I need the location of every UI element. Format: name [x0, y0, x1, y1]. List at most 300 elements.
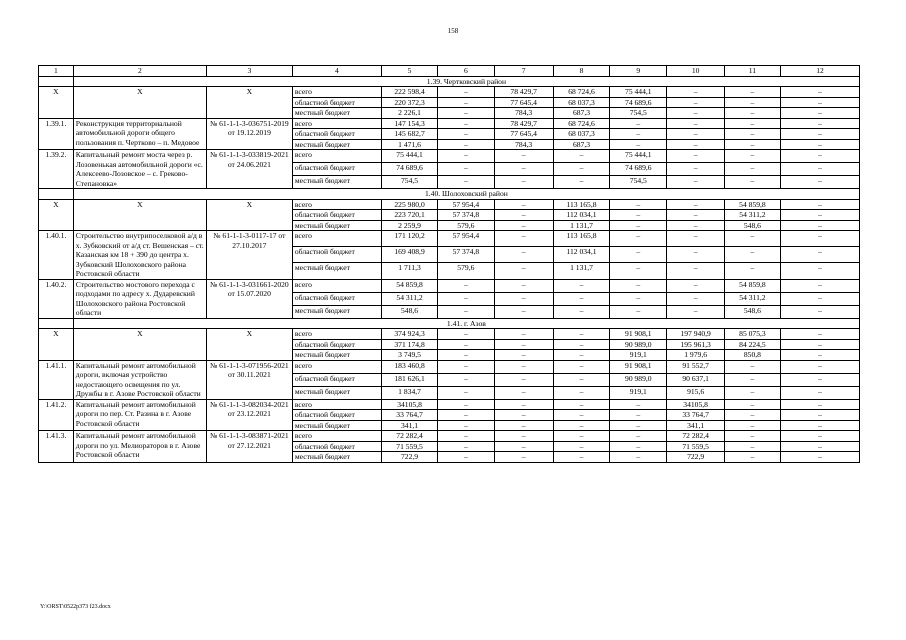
- value-cell: –: [667, 87, 724, 98]
- value-cell: –: [494, 431, 553, 442]
- value-cell: –: [553, 452, 609, 463]
- value-cell: –: [667, 176, 724, 189]
- value-cell: –: [438, 97, 494, 108]
- budget-type-cell: областной бюджет: [292, 129, 381, 140]
- section-spacer: [39, 189, 74, 200]
- table-row: [39, 199, 860, 210]
- value-cell: –: [781, 163, 860, 176]
- value-cell: 171 120,2: [381, 231, 437, 247]
- value-cell: –: [667, 305, 724, 318]
- budget-type-cell: областной бюджет: [292, 410, 381, 421]
- value-cell: –: [781, 339, 860, 350]
- value-cell: 722,9: [381, 452, 437, 463]
- value-cell: –: [667, 118, 724, 129]
- item-description: Капитальный ремонт автомобильной дороги по ул. Мелиораторов в г. Азове Ростовской области: [73, 431, 206, 463]
- value-cell: 72 282,4: [667, 431, 724, 442]
- value-cell: 84 224,5: [724, 339, 780, 350]
- value-cell: –: [667, 292, 724, 305]
- item-code: 1.40.2.: [39, 279, 74, 318]
- value-cell: –: [724, 373, 780, 386]
- value-cell: –: [781, 108, 860, 119]
- value-cell: 754,5: [610, 176, 667, 189]
- value-cell: 687,3: [553, 108, 609, 119]
- value-cell: –: [781, 441, 860, 452]
- value-cell: –: [724, 441, 780, 452]
- value-cell: –: [610, 199, 667, 210]
- value-cell: –: [610, 410, 667, 421]
- value-cell: –: [724, 163, 780, 176]
- file-path-footer: Y:\ORST\0522p373 f23.docx: [40, 604, 111, 610]
- value-cell: 75 444,1: [610, 87, 667, 98]
- value-cell: 919,1: [610, 386, 667, 399]
- value-cell: –: [553, 305, 609, 318]
- value-cell: 54 859,8: [724, 199, 780, 210]
- value-cell: 579,6: [438, 263, 494, 279]
- value-cell: –: [610, 279, 667, 292]
- value-cell: 183 460,8: [381, 360, 437, 373]
- value-cell: 1 834,7: [381, 386, 437, 399]
- item-document: № 61-1-1-3-031661-2020 от 15.07.2020: [206, 279, 292, 318]
- value-cell: 915,6: [667, 386, 724, 399]
- item-description: Капитальный ремонт автомобильной дороги, включая устройство недостающего освещения по ул. Дружбы в г. Азове Ростовской области: [73, 360, 206, 399]
- value-cell: –: [781, 210, 860, 221]
- value-cell: 68 724,6: [553, 118, 609, 129]
- value-cell: –: [494, 339, 553, 350]
- value-cell: 112 034,1: [553, 247, 609, 263]
- budget-type-cell: всего: [292, 360, 381, 373]
- value-cell: –: [553, 292, 609, 305]
- value-cell: –: [781, 139, 860, 150]
- section-spacer: [39, 318, 74, 329]
- value-cell: –: [494, 163, 553, 176]
- value-cell: 85 075,3: [724, 329, 780, 340]
- value-cell: –: [494, 199, 553, 210]
- budget-type-cell: местный бюджет: [292, 386, 381, 399]
- value-cell: –: [667, 220, 724, 231]
- value-cell: –: [494, 176, 553, 189]
- item-code: 1.41.1.: [39, 360, 74, 399]
- value-cell: 754,5: [610, 108, 667, 119]
- value-cell: 78 429,7: [494, 87, 553, 98]
- column-number: 12: [781, 66, 860, 77]
- value-cell: 68 037,3: [553, 97, 609, 108]
- value-cell: 68 724,6: [553, 87, 609, 98]
- value-cell: –: [667, 231, 724, 247]
- value-cell: 2 226,1: [381, 108, 437, 119]
- value-cell: 91 908,1: [610, 360, 667, 373]
- value-cell: –: [438, 279, 494, 292]
- value-cell: 850,8: [724, 350, 780, 361]
- value-cell: –: [438, 373, 494, 386]
- value-cell: –: [724, 150, 780, 163]
- value-cell: –: [494, 150, 553, 163]
- value-cell: 54 311,2: [724, 210, 780, 221]
- value-cell: –: [438, 87, 494, 98]
- budget-type-cell: всего: [292, 399, 381, 410]
- item-document: № 61-1-1-3-036751-2019 от 19.12.2019: [206, 118, 292, 150]
- value-cell: 548,6: [724, 305, 780, 318]
- value-cell: –: [494, 279, 553, 292]
- value-cell: –: [610, 305, 667, 318]
- value-cell: –: [438, 420, 494, 431]
- value-cell: –: [724, 263, 780, 279]
- value-cell: 548,6: [724, 220, 780, 231]
- item-description: Строительство мостового перехода с подходами по адресу х. Дударевский Шолоховского района Ростовской области: [73, 279, 206, 318]
- value-cell: –: [724, 431, 780, 442]
- item-document: № 61-1-1-3-0117-17 от 27.10.2017: [206, 231, 292, 280]
- value-cell: 113 165,8: [553, 231, 609, 247]
- value-cell: 225 980,0: [381, 199, 437, 210]
- value-cell: –: [781, 329, 860, 340]
- value-cell: –: [494, 210, 553, 221]
- value-cell: 3 749,5: [381, 350, 437, 361]
- value-cell: –: [781, 292, 860, 305]
- value-cell: –: [667, 247, 724, 263]
- value-cell: –: [610, 139, 667, 150]
- value-cell: –: [494, 452, 553, 463]
- value-cell: –: [610, 220, 667, 231]
- budget-type-cell: всего: [292, 87, 381, 98]
- value-cell: 341,1: [381, 420, 437, 431]
- value-cell: –: [781, 129, 860, 140]
- budget-type-cell: областной бюджет: [292, 210, 381, 221]
- value-cell: –: [667, 279, 724, 292]
- value-cell: 222 598,4: [381, 87, 437, 98]
- item-code: Х: [39, 199, 74, 231]
- value-cell: –: [494, 292, 553, 305]
- column-number: 6: [438, 66, 494, 77]
- value-cell: –: [438, 441, 494, 452]
- value-cell: –: [610, 292, 667, 305]
- item-code: 1.39.2.: [39, 150, 74, 189]
- value-cell: –: [724, 410, 780, 421]
- value-cell: –: [438, 410, 494, 421]
- value-cell: –: [438, 129, 494, 140]
- table-row: [39, 150, 860, 163]
- section-header-row: [39, 189, 860, 200]
- section-title: 1.40. Шолоховский район: [73, 189, 859, 200]
- value-cell: 77 645,4: [494, 129, 553, 140]
- value-cell: –: [494, 410, 553, 421]
- table-row: [39, 431, 860, 442]
- section-header-row: [39, 318, 860, 329]
- value-cell: –: [553, 339, 609, 350]
- value-cell: 75 444,1: [610, 150, 667, 163]
- value-cell: –: [553, 150, 609, 163]
- item-description: Х: [73, 87, 206, 119]
- value-cell: 74 689,6: [381, 163, 437, 176]
- value-cell: –: [494, 305, 553, 318]
- value-cell: –: [781, 305, 860, 318]
- item-document: № 61-1-1-3-082034-2021 от 23.12.2021: [206, 399, 292, 431]
- value-cell: 1 131,7: [553, 220, 609, 231]
- value-cell: –: [494, 441, 553, 452]
- value-cell: –: [610, 118, 667, 129]
- item-code: 1.41.3.: [39, 431, 74, 463]
- table-row: [39, 360, 860, 373]
- value-cell: –: [667, 129, 724, 140]
- value-cell: –: [781, 386, 860, 399]
- value-cell: –: [781, 373, 860, 386]
- value-cell: 145 682,7: [381, 129, 437, 140]
- column-number: 8: [553, 66, 609, 77]
- value-cell: –: [438, 305, 494, 318]
- value-cell: –: [667, 108, 724, 119]
- value-cell: –: [724, 118, 780, 129]
- column-number: 4: [292, 66, 381, 77]
- value-cell: 1 471,6: [381, 139, 437, 150]
- value-cell: –: [667, 199, 724, 210]
- value-cell: –: [610, 210, 667, 221]
- budget-type-cell: областной бюджет: [292, 441, 381, 452]
- value-cell: –: [610, 431, 667, 442]
- page-number: 158: [447, 27, 459, 35]
- value-cell: –: [438, 292, 494, 305]
- value-cell: 75 444,1: [381, 150, 437, 163]
- table-row: [39, 87, 860, 98]
- column-number-row: [39, 66, 860, 77]
- column-number: 1: [39, 66, 74, 77]
- value-cell: 57 954,4: [438, 231, 494, 247]
- item-document: Х: [206, 199, 292, 231]
- value-cell: –: [438, 431, 494, 442]
- value-cell: 54 311,2: [381, 292, 437, 305]
- value-cell: –: [781, 263, 860, 279]
- value-cell: –: [781, 420, 860, 431]
- budget-type-cell: местный бюджет: [292, 452, 381, 463]
- table-row: [39, 231, 860, 247]
- value-cell: –: [553, 176, 609, 189]
- value-cell: –: [494, 329, 553, 340]
- table-row: [39, 399, 860, 410]
- value-cell: –: [667, 139, 724, 150]
- table-row: [39, 279, 860, 292]
- value-cell: –: [494, 420, 553, 431]
- item-document: Х: [206, 87, 292, 119]
- value-cell: –: [553, 431, 609, 442]
- value-cell: –: [553, 420, 609, 431]
- value-cell: –: [610, 441, 667, 452]
- value-cell: 74 689,6: [610, 163, 667, 176]
- value-cell: 71 559,5: [667, 441, 724, 452]
- value-cell: –: [724, 176, 780, 189]
- value-cell: –: [781, 176, 860, 189]
- value-cell: –: [724, 360, 780, 373]
- value-cell: –: [724, 87, 780, 98]
- budget-type-cell: местный бюджет: [292, 139, 381, 150]
- value-cell: 2 259,9: [381, 220, 437, 231]
- value-cell: 784,3: [494, 108, 553, 119]
- item-code: Х: [39, 329, 74, 361]
- value-cell: 374 924,3: [381, 329, 437, 340]
- value-cell: –: [781, 399, 860, 410]
- value-cell: –: [553, 399, 609, 410]
- value-cell: 147 154,3: [381, 118, 437, 129]
- item-description: Х: [73, 329, 206, 361]
- value-cell: 54 859,8: [724, 279, 780, 292]
- value-cell: 57 374,8: [438, 210, 494, 221]
- value-cell: –: [438, 399, 494, 410]
- value-cell: –: [667, 150, 724, 163]
- value-cell: –: [438, 163, 494, 176]
- value-cell: –: [553, 279, 609, 292]
- item-description: Реконструкция территориальной автомобильной дороги общего пользования п. Чертково – п. Медовое: [73, 118, 206, 150]
- value-cell: 34105,8: [667, 399, 724, 410]
- value-cell: –: [553, 350, 609, 361]
- section-header-row: [39, 76, 860, 87]
- budget-type-cell: областной бюджет: [292, 97, 381, 108]
- item-code: 1.39.1.: [39, 118, 74, 150]
- value-cell: –: [724, 386, 780, 399]
- value-cell: 90 637,1: [667, 373, 724, 386]
- column-number: 2: [73, 66, 206, 77]
- value-cell: –: [724, 452, 780, 463]
- item-document: № 61-1-1-3-033819-2021 от 24.06.2021: [206, 150, 292, 189]
- value-cell: 197 940,9: [667, 329, 724, 340]
- value-cell: –: [438, 350, 494, 361]
- value-cell: –: [494, 263, 553, 279]
- value-cell: –: [781, 279, 860, 292]
- value-cell: 33 764,7: [667, 410, 724, 421]
- value-cell: –: [438, 339, 494, 350]
- value-cell: –: [553, 163, 609, 176]
- value-cell: 78 429,7: [494, 118, 553, 129]
- value-cell: 341,1: [667, 420, 724, 431]
- value-cell: –: [667, 210, 724, 221]
- item-code: 1.41.2.: [39, 399, 74, 431]
- item-description: Х: [73, 199, 206, 231]
- column-number: 11: [724, 66, 780, 77]
- value-cell: –: [781, 220, 860, 231]
- budget-type-cell: всего: [292, 431, 381, 442]
- value-cell: –: [438, 139, 494, 150]
- value-cell: –: [781, 410, 860, 421]
- value-cell: –: [610, 420, 667, 431]
- item-description: Капитальный ремонт моста через р. Лозовенькая автомобильной дороги «с. Алексеево-Лозовское – с. Греково-Степановка»: [73, 150, 206, 189]
- value-cell: –: [553, 441, 609, 452]
- value-cell: 33 764,7: [381, 410, 437, 421]
- budget-type-cell: местный бюджет: [292, 420, 381, 431]
- budget-type-cell: местный бюджет: [292, 220, 381, 231]
- item-code: Х: [39, 87, 74, 119]
- value-cell: –: [494, 247, 553, 263]
- value-cell: 371 174,8: [381, 339, 437, 350]
- column-number: 9: [610, 66, 667, 77]
- value-cell: 77 645,4: [494, 97, 553, 108]
- value-cell: 57 954,4: [438, 199, 494, 210]
- value-cell: 220 372,3: [381, 97, 437, 108]
- value-cell: –: [781, 452, 860, 463]
- section-title: 1.41. г. Азов: [73, 318, 859, 329]
- item-document: № 61-1-1-3-071956-2021 от 30.11.2021: [206, 360, 292, 399]
- value-cell: 90 989,0: [610, 339, 667, 350]
- budget-type-cell: всего: [292, 199, 381, 210]
- value-cell: –: [724, 399, 780, 410]
- value-cell: –: [610, 231, 667, 247]
- value-cell: –: [724, 247, 780, 263]
- value-cell: 91 552,7: [667, 360, 724, 373]
- value-cell: 754,5: [381, 176, 437, 189]
- budget-type-cell: всего: [292, 329, 381, 340]
- table-row: [39, 329, 860, 340]
- value-cell: 113 165,8: [553, 199, 609, 210]
- value-cell: –: [494, 350, 553, 361]
- value-cell: 68 037,3: [553, 129, 609, 140]
- value-cell: –: [781, 97, 860, 108]
- item-code: 1.40.1.: [39, 231, 74, 280]
- value-cell: –: [438, 360, 494, 373]
- budget-type-cell: местный бюджет: [292, 176, 381, 189]
- value-cell: 784,3: [494, 139, 553, 150]
- value-cell: 90 989,0: [610, 373, 667, 386]
- column-number: 10: [667, 66, 724, 77]
- value-cell: –: [667, 97, 724, 108]
- value-cell: 579,6: [438, 220, 494, 231]
- value-cell: –: [553, 410, 609, 421]
- value-cell: –: [724, 231, 780, 247]
- value-cell: –: [438, 452, 494, 463]
- item-description: Строительство внутрипоселковой а/д в х. Зубковский от а/д ст. Вешенская – ст. Казанская км 18 + 390 до центра х. Зубковский Шолоховского района Ростовской области: [73, 231, 206, 280]
- value-cell: 722,9: [667, 452, 724, 463]
- value-cell: –: [438, 176, 494, 189]
- value-cell: –: [494, 231, 553, 247]
- value-cell: 223 720,1: [381, 210, 437, 221]
- value-cell: –: [494, 386, 553, 399]
- value-cell: –: [610, 399, 667, 410]
- budget-type-cell: местный бюджет: [292, 108, 381, 119]
- column-number: 5: [381, 66, 437, 77]
- item-document: Х: [206, 329, 292, 361]
- value-cell: –: [781, 350, 860, 361]
- budget-type-cell: всего: [292, 231, 381, 247]
- value-cell: –: [781, 231, 860, 247]
- value-cell: 919,1: [610, 350, 667, 361]
- value-cell: –: [438, 118, 494, 129]
- value-cell: –: [781, 199, 860, 210]
- value-cell: 74 689,6: [610, 97, 667, 108]
- value-cell: –: [438, 329, 494, 340]
- item-description: Капитальный ремонт автомобильной дороги по пер. Ст. Разина в г. Азове Ростовской области: [73, 399, 206, 431]
- budget-type-cell: всего: [292, 150, 381, 163]
- value-cell: –: [610, 129, 667, 140]
- value-cell: 1 979,6: [667, 350, 724, 361]
- budget-type-cell: областной бюджет: [292, 339, 381, 350]
- value-cell: 34105,8: [381, 399, 437, 410]
- value-cell: –: [610, 247, 667, 263]
- budget-type-cell: областной бюджет: [292, 163, 381, 176]
- value-cell: –: [724, 97, 780, 108]
- value-cell: 181 626,1: [381, 373, 437, 386]
- value-cell: –: [724, 129, 780, 140]
- value-cell: 169 408,9: [381, 247, 437, 263]
- budget-table: [38, 65, 860, 463]
- value-cell: –: [438, 108, 494, 119]
- value-cell: 548,6: [381, 305, 437, 318]
- value-cell: –: [438, 386, 494, 399]
- table-row: [39, 118, 860, 129]
- budget-type-cell: всего: [292, 279, 381, 292]
- value-cell: –: [781, 150, 860, 163]
- value-cell: –: [553, 373, 609, 386]
- section-title: 1.39. Чертковский район: [73, 76, 859, 87]
- budget-type-cell: местный бюджет: [292, 350, 381, 361]
- value-cell: –: [553, 360, 609, 373]
- budget-type-cell: областной бюджет: [292, 373, 381, 386]
- value-cell: –: [494, 360, 553, 373]
- value-cell: –: [724, 108, 780, 119]
- value-cell: –: [781, 247, 860, 263]
- value-cell: –: [610, 452, 667, 463]
